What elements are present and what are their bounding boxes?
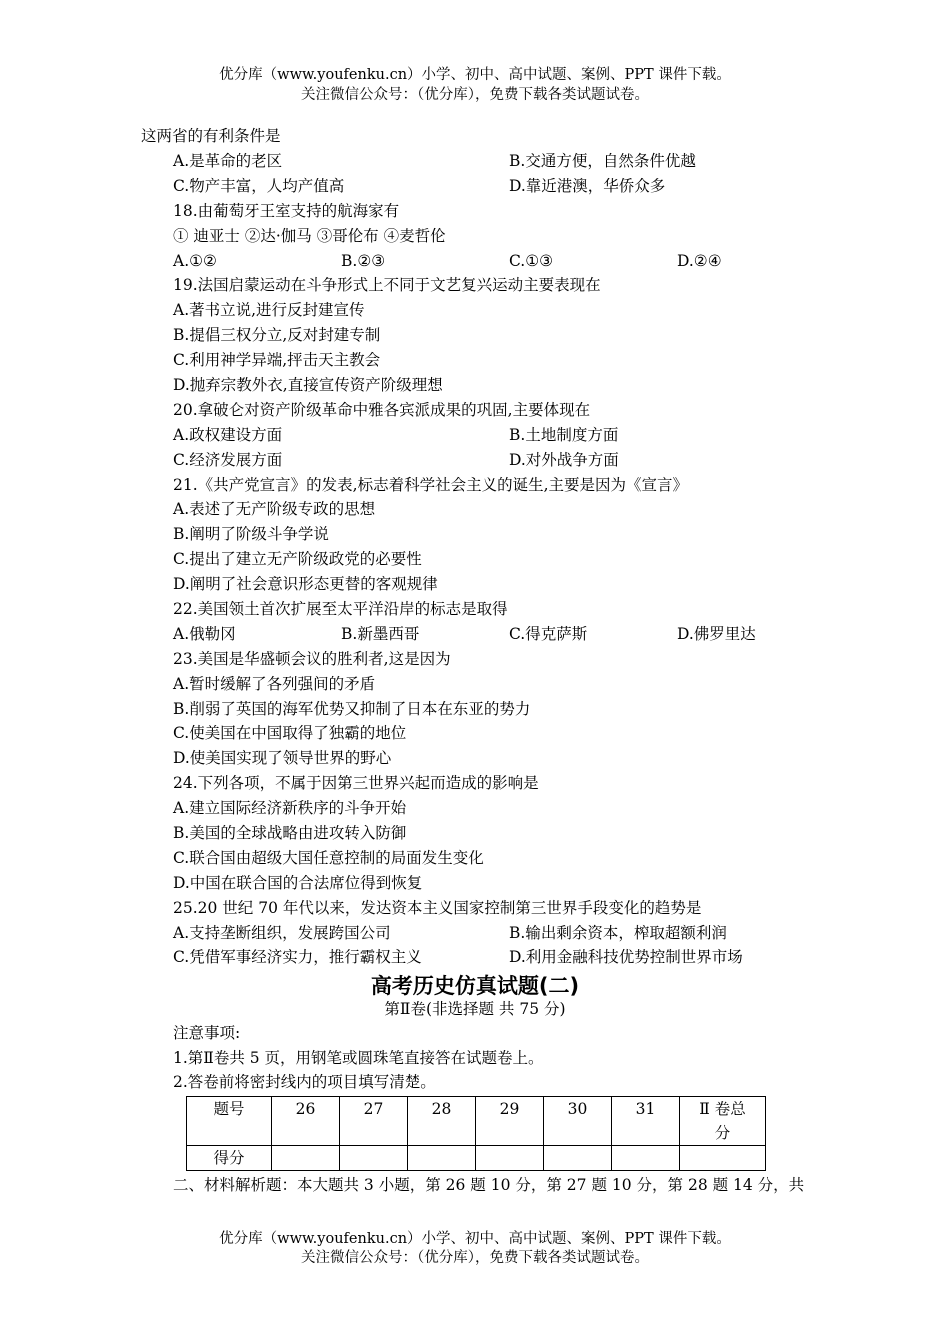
q18-option-c: C.①③ <box>509 252 554 270</box>
score-table-total-line1: Ⅱ 卷总 <box>699 1100 746 1118</box>
score-cell-26[interactable] <box>272 1146 340 1171</box>
score-table-col-30: 30 <box>544 1097 612 1146</box>
q17-option-a: A.是革命的老区 <box>173 152 283 170</box>
note-1: 1.第Ⅱ卷共 5 页，用钢笔或圆珠笔直接答在试题卷上。 <box>173 1049 544 1067</box>
q20-option-b: B.土地制度方面 <box>509 426 619 444</box>
q23-option-b: B.削弱了英国的海军优势又抑制了日本在东亚的势力 <box>173 700 531 718</box>
score-cell-29[interactable] <box>476 1146 544 1171</box>
score-table-col-31: 31 <box>612 1097 680 1146</box>
page-footer-line1: 优分库（www.youfenku.cn）小学、初中、高中试题、案例、PPT 课件下载。 <box>219 1231 731 1247</box>
score-table-header-row <box>187 1097 766 1146</box>
q22-option-a: A.俄勒冈 <box>173 625 236 643</box>
q17-option-d: D.靠近港澳，华侨众多 <box>509 177 666 195</box>
score-cell-28[interactable] <box>408 1146 476 1171</box>
q18-option-a: A.①② <box>173 252 217 270</box>
q25-stem: 25.20 世纪 70 年代以来，发达资本主义国家控制第三世界手段变化的趋势是 <box>173 899 702 917</box>
q19-option-c: C.利用神学异端,抨击天主教会 <box>173 351 381 369</box>
score-table-col-28: 28 <box>408 1097 476 1146</box>
part2-title: 高考历史仿真试题(二) <box>370 974 580 998</box>
q21-stem: 21.《共产党宣言》的发表,标志着科学社会主义的诞生,主要是因为《宣言》 <box>173 476 689 494</box>
part2-subtitle: 第Ⅱ卷(非选择题 共 75 分) <box>384 1000 566 1018</box>
q19-option-a: A.著书立说,进行反封建宣传 <box>173 301 365 319</box>
q24-stem: 24.下列各项，不属于因第三世界兴起而造成的影响是 <box>173 774 539 792</box>
q25-option-b: B.输出剩余资本，榨取超额利润 <box>509 924 727 942</box>
q21-option-a: A.表述了无产阶级专政的思想 <box>173 500 376 518</box>
q20-option-c: C.经济发展方面 <box>173 451 283 469</box>
q22-stem: 22.美国领土首次扩展至太平洋沿岸的标志是取得 <box>173 600 508 618</box>
q19-option-b: B.提倡三权分立,反对封建专制 <box>173 326 381 344</box>
score-table <box>186 1096 766 1171</box>
score-table-row-label: 得分 <box>187 1146 272 1171</box>
q18-option-b: B.②③ <box>341 252 386 270</box>
q20-option-d: D.对外战争方面 <box>509 451 619 469</box>
q25-option-d: D.利用金融科技优势控制世界市场 <box>509 948 743 966</box>
score-cell-31[interactable] <box>612 1146 680 1171</box>
score-cell-27[interactable] <box>340 1146 408 1171</box>
q18-items: ① 迪亚士 ②达·伽马 ③哥伦布 ④麦哲伦 <box>173 227 446 245</box>
q17-stem-tail: 这两省的有利条件是 <box>141 127 281 145</box>
q23-option-d: D.使美国实现了领导世界的野心 <box>173 749 392 767</box>
q18-stem: 18.由葡萄牙王室支持的航海家有 <box>173 202 400 220</box>
score-table-total-header <box>680 1097 766 1146</box>
score-table-col-26: 26 <box>272 1097 340 1146</box>
q24-option-a: A.建立国际经济新秩序的斗争开始 <box>173 799 407 817</box>
q20-option-a: A.政权建设方面 <box>173 426 283 444</box>
q25-option-c: C.凭借军事经济实力，推行霸权主义 <box>173 948 422 966</box>
q23-option-a: A.暂时缓解了各列强间的矛盾 <box>173 675 376 693</box>
q23-stem: 23.美国是华盛顿会议的胜利者,这是因为 <box>173 650 451 668</box>
q23-option-c: C.使美国在中国取得了独霸的地位 <box>173 724 407 742</box>
score-table-score-row <box>187 1146 766 1171</box>
score-cell-30[interactable] <box>544 1146 612 1171</box>
page-header-line2: 关注微信公众号：（优分库），免费下载各类试题试卷。 <box>301 87 649 103</box>
score-table-col-29: 29 <box>476 1097 544 1146</box>
q25-option-a: A.支持垄断组织，发展跨国公司 <box>173 924 391 942</box>
q19-option-d: D.抛弃宗教外衣,直接宣传资产阶级理想 <box>173 376 443 394</box>
page-header-line1: 优分库（www.youfenku.cn）小学、初中、高中试题、案例、PPT 课件下载。 <box>219 67 731 83</box>
q21-option-c: C.提出了建立无产阶级政党的必要性 <box>173 550 422 568</box>
q21-option-d: D.阐明了社会意识形态更替的客观规律 <box>173 575 438 593</box>
section2-intro: 二、材料解析题：本大题共 3 小题，第 26 题 10 分，第 27 题 10 分，第 28 题 14 分，共 <box>173 1176 805 1194</box>
note-2: 2.答卷前将密封线内的项目填写清楚。 <box>173 1073 436 1091</box>
q24-option-d: D.中国在联合国的合法席位得到恢复 <box>173 874 423 892</box>
q24-option-b: B.美国的全球战略由进攻转入防御 <box>173 824 407 842</box>
q24-option-c: C.联合国由超级大国任意控制的局面发生变化 <box>173 849 484 867</box>
q22-option-d: D.佛罗里达 <box>677 625 756 643</box>
notes-label: 注意事项: <box>173 1024 241 1042</box>
q18-option-d: D.②④ <box>677 252 722 270</box>
q22-option-c: C.得克萨斯 <box>509 625 588 643</box>
page-footer-line2: 关注微信公众号：（优分库），免费下载各类试题试卷。 <box>301 1250 649 1266</box>
q17-option-b: B.交通方便，自然条件优越 <box>509 152 696 170</box>
q17-option-c: C.物产丰富，人均产值高 <box>173 177 345 195</box>
q19-stem: 19.法国启蒙运动在斗争形式上不同于文艺复兴运动主要表现在 <box>173 276 601 294</box>
q21-option-b: B.阐明了阶级斗争学说 <box>173 525 329 543</box>
q20-stem: 20.拿破仑对资产阶级革命中雅各宾派成果的巩固,主要体现在 <box>173 401 591 419</box>
score-table-col-27: 27 <box>340 1097 408 1146</box>
score-table-total-line2: 分 <box>714 1124 731 1142</box>
q22-option-b: B.新墨西哥 <box>341 625 420 643</box>
score-table-header-label: 题号 <box>187 1097 272 1146</box>
score-cell-total[interactable] <box>680 1146 766 1171</box>
